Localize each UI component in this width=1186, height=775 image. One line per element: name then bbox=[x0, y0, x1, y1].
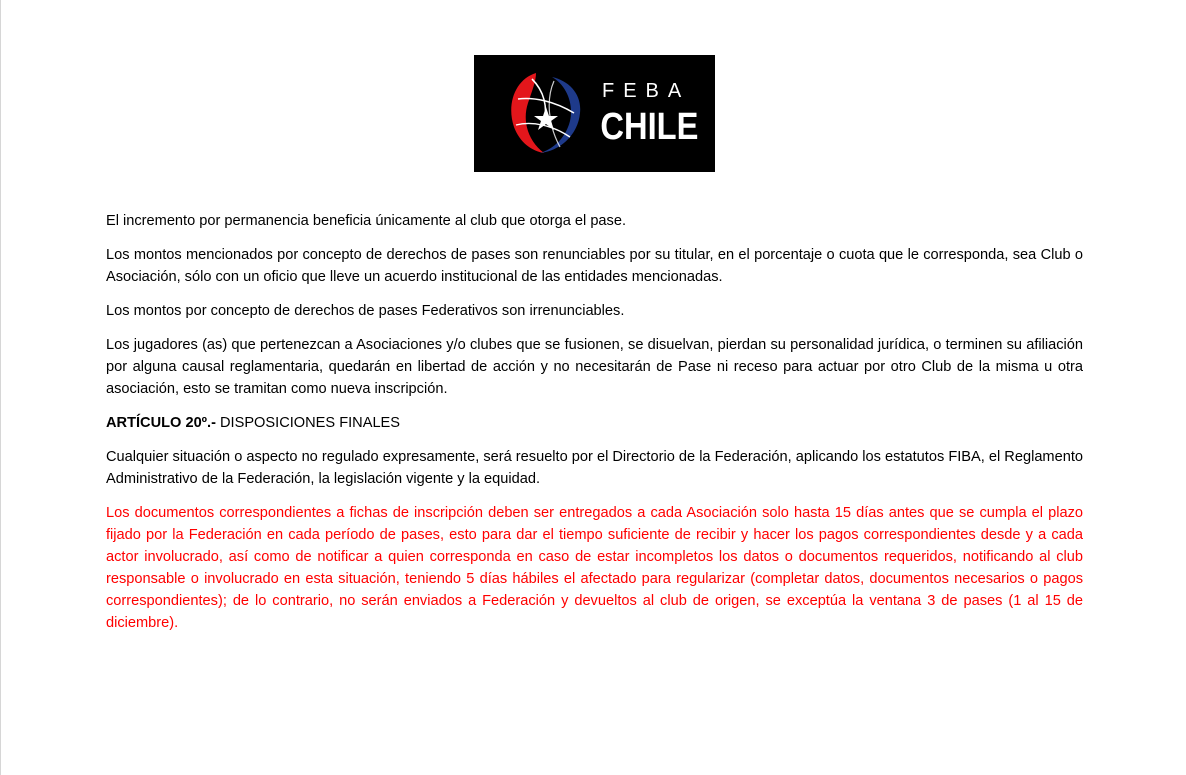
paragraph-renunciable-rights: Los montos mencionados por concepto de derechos de pases son renunciables por su titular, en el porcentaje o cuota que le corresponda, sea Club o Asociación, sólo con un oficio que lleve un acuerdo institucional de las entidades mencionadas. bbox=[106, 247, 1083, 285]
article-number: ARTÍCULO 20º.- bbox=[106, 415, 216, 431]
logo-text-chile: CHILE bbox=[600, 104, 699, 148]
basketball-logo-icon bbox=[474, 55, 715, 172]
paragraph-registration-documents: Los documentos correspondientes a fichas de inscripción deben ser entregados a cada Asociación solo hasta 15 días antes que se cumpla el plazo fijado por la Federación en cada período de pases, esto para dar el tiempo suficiente de recibir y hacer los pagos correspondientes desde y a cada actor involucrado, así como de notificar a quien corresponda en caso de estar incompletos los datos o documentos requeridos, notificando al club responsable o involucrado en esta situación, teniendo 5 días hábiles el afectado para regularizar (completar datos, documentos necesarios o pagos correspondientes); de lo contrario, no serán enviados a Federación y devueltos al club de origen, se exceptúa la ventana 3 de pases (1 al 15 de diciembre). bbox=[106, 505, 1083, 631]
paragraph-federative-rights: Los montos por concepto de derechos de pases Federativos son irrenunciables. bbox=[106, 303, 625, 319]
paragraph-unregulated-situations: Cualquier situación o aspecto no regulado expresamente, será resuelto por el Directorio de la Federación, aplicando los estatutos FIBA, el Reglamento Administrativo de la Federación, la legislación vigente y la equidad. bbox=[106, 449, 1083, 487]
document-body bbox=[106, 210, 1083, 646]
paragraph-permanence: El incremento por permanencia beneficia únicamente al club que otorga el pase. bbox=[106, 213, 627, 229]
logo-text-feba: FEBA bbox=[602, 80, 691, 102]
feba-chile-logo bbox=[474, 55, 715, 172]
article-title: DISPOSICIONES FINALES bbox=[215, 415, 401, 431]
article-20-heading bbox=[106, 412, 1083, 434]
paragraph-dissolved-clubs: Los jugadores (as) que pertenezcan a Asociaciones y/o clubes que se fusionen, se disuelvan, pierdan su personalidad jurídica, o terminen su afiliación por alguna causal reglamentaria, quedarán en libertad de acción y no necesitarán de Pase ni receso para actuar por otro Club de la misma u otra asociación, esto se tramitan como nueva inscripción. bbox=[106, 337, 1083, 397]
